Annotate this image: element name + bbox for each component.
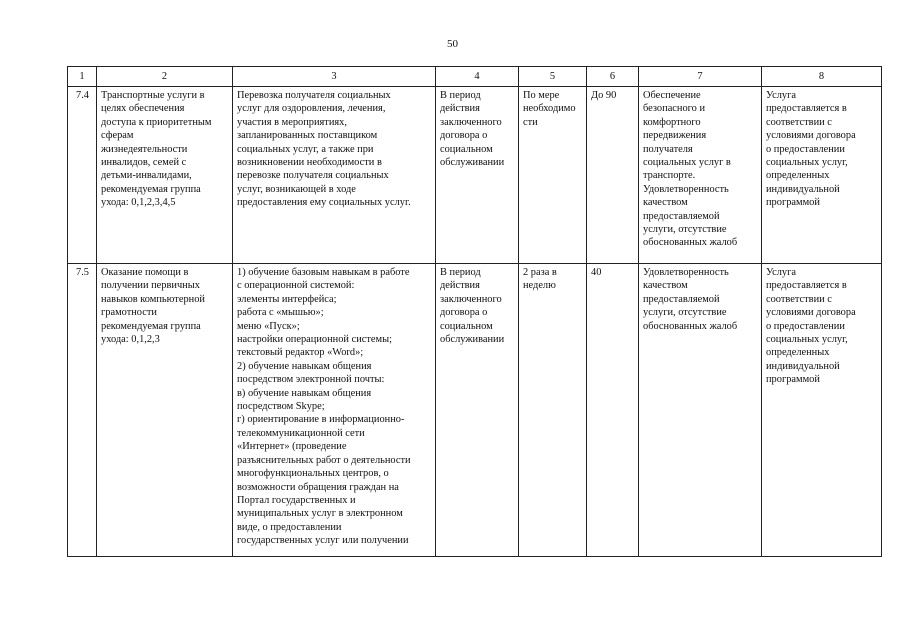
service-name-cell: Оказание помощи в получении первичных навыков компьютерной грамотности рекомендуемая группа ухода: 0,1,2,3 [97,264,233,557]
volume-cell: До 90 [587,87,639,264]
header-cell: 7 [639,67,762,87]
period-cell: В период действия заключенного договора о социальном обслуживании [436,264,519,557]
volume-cell: 40 [587,264,639,557]
header-cell: 2 [97,67,233,87]
header-cell: 3 [233,67,436,87]
services-table [67,66,882,557]
table-row [68,87,882,264]
row-number-cell: 7.5 [68,264,97,557]
service-description-cell: Перевозка получателя социальных услуг для оздоровления, лечения, участия в мероприятиях, запланированных поставщиком социальных услуг, а также при возникновении необходимости в перевозке получателя социальных услуг, возникающей в ходе предоставления ему социальных услуг. [233,87,436,264]
header-cell: 4 [436,67,519,87]
header-cell: 6 [587,67,639,87]
quality-cell: Удовлетворенность качеством предоставляемой услуги, отсутствие обоснованных жалоб [639,264,762,557]
page-number: 50 [447,38,458,50]
table-row [68,264,882,557]
service-description-cell: 1) обучение базовым навыкам в работе с операционной системой: элементы интерфейса; работа с «мышью»; меню «Пуск»; настройки операционной системы; текстовый редактор «Word»; 2) обучение навыкам общения посредством электронной почты: в) обучение навыкам общения посредством Skype; г) ориентирование в информационно- телекоммуникационной сети «Интернет» (проведение разъяснительных работ о деятельности многофункциональных центров, о возможности обращения граждан на Портал государственных и муниципальных услуг в электронном виде, о предоставлении государственных услуг или получении [233,264,436,557]
service-name-cell: Транспортные услуги в целях обеспечения доступа к приоритетным сферам жизнедеятельности инвалидов, семей с детьми-инвалидами, рекомендуемая группа ухода: 0,1,2,3,4,5 [97,87,233,264]
frequency-cell: 2 раза в неделю [519,264,587,557]
conditions-cell: Услуга предоставляется в соответствии с условиями договора о предоставлении социальных услуг, определенных индивидуальной программой [762,87,882,264]
frequency-cell: По мере необходимо сти [519,87,587,264]
period-cell: В период действия заключенного договора о социальном обслуживании [436,87,519,264]
header-cell: 8 [762,67,882,87]
conditions-cell: Услуга предоставляется в соответствии с условиями договора о предоставлении социальных услуг, определенных индивидуальной программой [762,264,882,557]
row-number-cell: 7.4 [68,87,97,264]
header-cell: 1 [68,67,97,87]
quality-cell: Обеспечение безопасного и комфортного передвижения получателя социальных услуг в транспорте. Удовлетворенность качеством предоставляемой услуги, отсутствие обоснованных жалоб [639,87,762,264]
header-cell: 5 [519,67,587,87]
table-header-row [68,67,882,87]
